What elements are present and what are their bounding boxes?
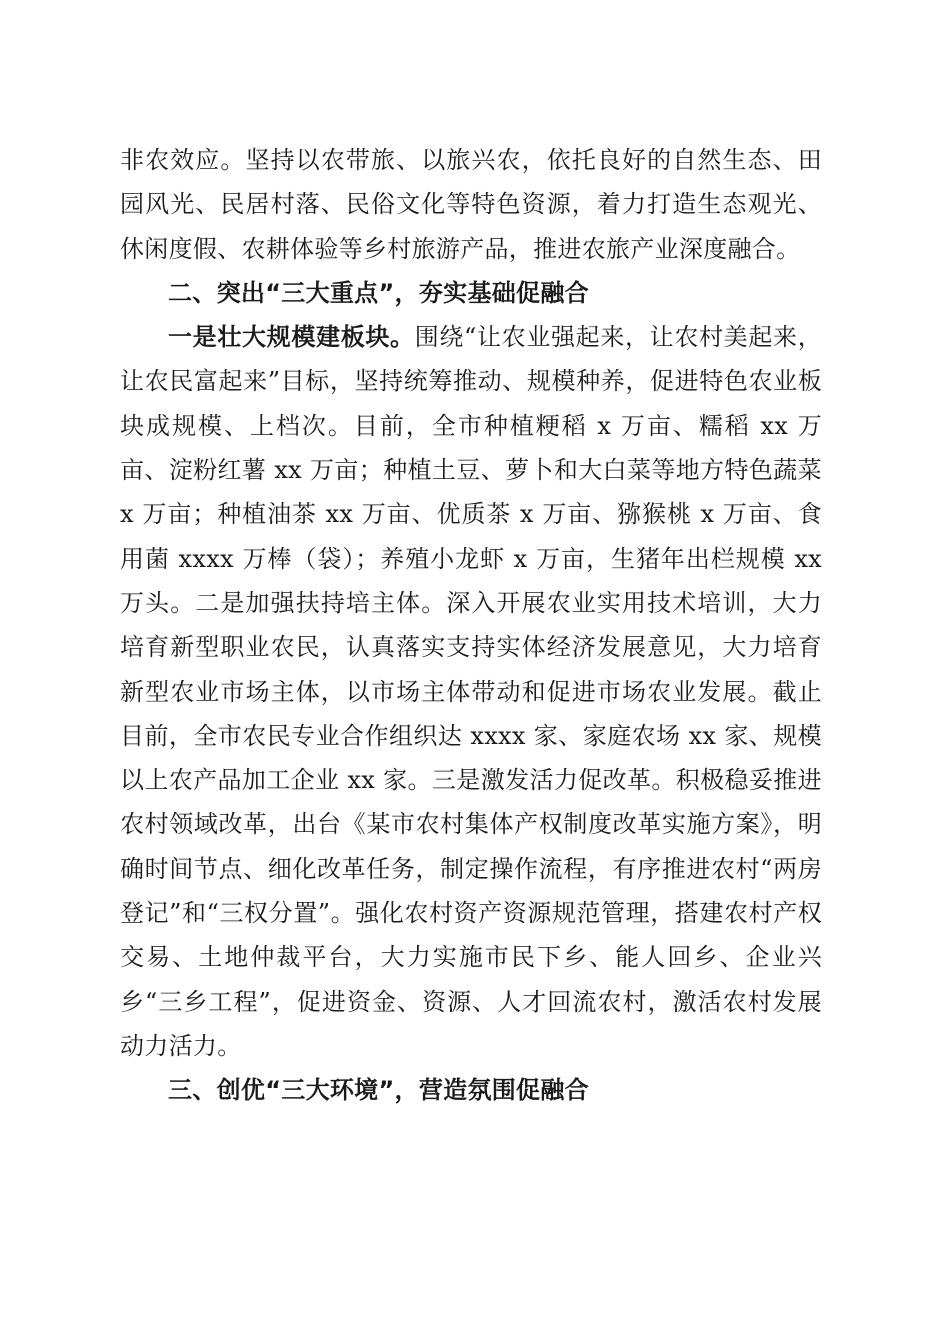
section-heading-3: 三、创优“三大环境”，营造氛围促融合 [168,1076,589,1105]
paragraph-main [120,315,822,1068]
document-body [120,138,822,1113]
paragraph-lead: 一是壮大规模建板块。 [168,322,415,352]
section-heading-2: 二、突出“三大重点”，夯实基础促融合 [168,278,589,307]
paragraph-main-body: 围绕“让农业强起来，让农村美起来，让农民富起来”目标，坚持统筹推动、规模种养，促进特色农业板块成规模、上档次。目前，全市种植粳稻 x 万亩、糯稻 xx 万亩、淀粉红薯 xx 万亩；种植土豆、萝卜和大白菜等地方特色蔬菜 x 万亩；种植油茶 xx 万亩、优质茶 x 万亩、猕猴桃 x 万亩、食用菌 xxxx 万棒（袋）；养殖小龙虾 x 万亩，生猪年出栏规模 xx 万头。二是加强扶持培主体。深入开展农业实用技术培训，大力培育新型职业农民，认真落实支持实体经济发展意见，大力培育新型农业市场主体，以市场主体带动和促进市场农业发展。截止目前，全市农民专业合作组织达 xxxx 家、家庭农场 xx 家、规模以上农产品加工企业 xx 家。三是激发活力促改革。积极稳妥推进农村领域改革，出台《某市农村集体产权制度改革实施方案》，明确时间节点、细化改革任务，制定操作流程，有序推进农村“两房登记”和“三权分置”。强化农村资产资源规范管理，搭建农村产权交易、土地仲裁平台，大力实施市民下乡、能人回乡、企业兴乡“三乡工程”，促进资金、资源、人才回流农村，激活农村发展动力活力。 [120,323,822,1060]
paragraph-continuation: 非农效应。坚持以农带旅、以旅兴农，依托良好的自然生态、田园风光、民居村落、民俗文化等特色资源，着力打造生态观光、休闲度假、农耕体验等乡村旅游产品，推进农旅产业深度融合。 [120,146,822,263]
